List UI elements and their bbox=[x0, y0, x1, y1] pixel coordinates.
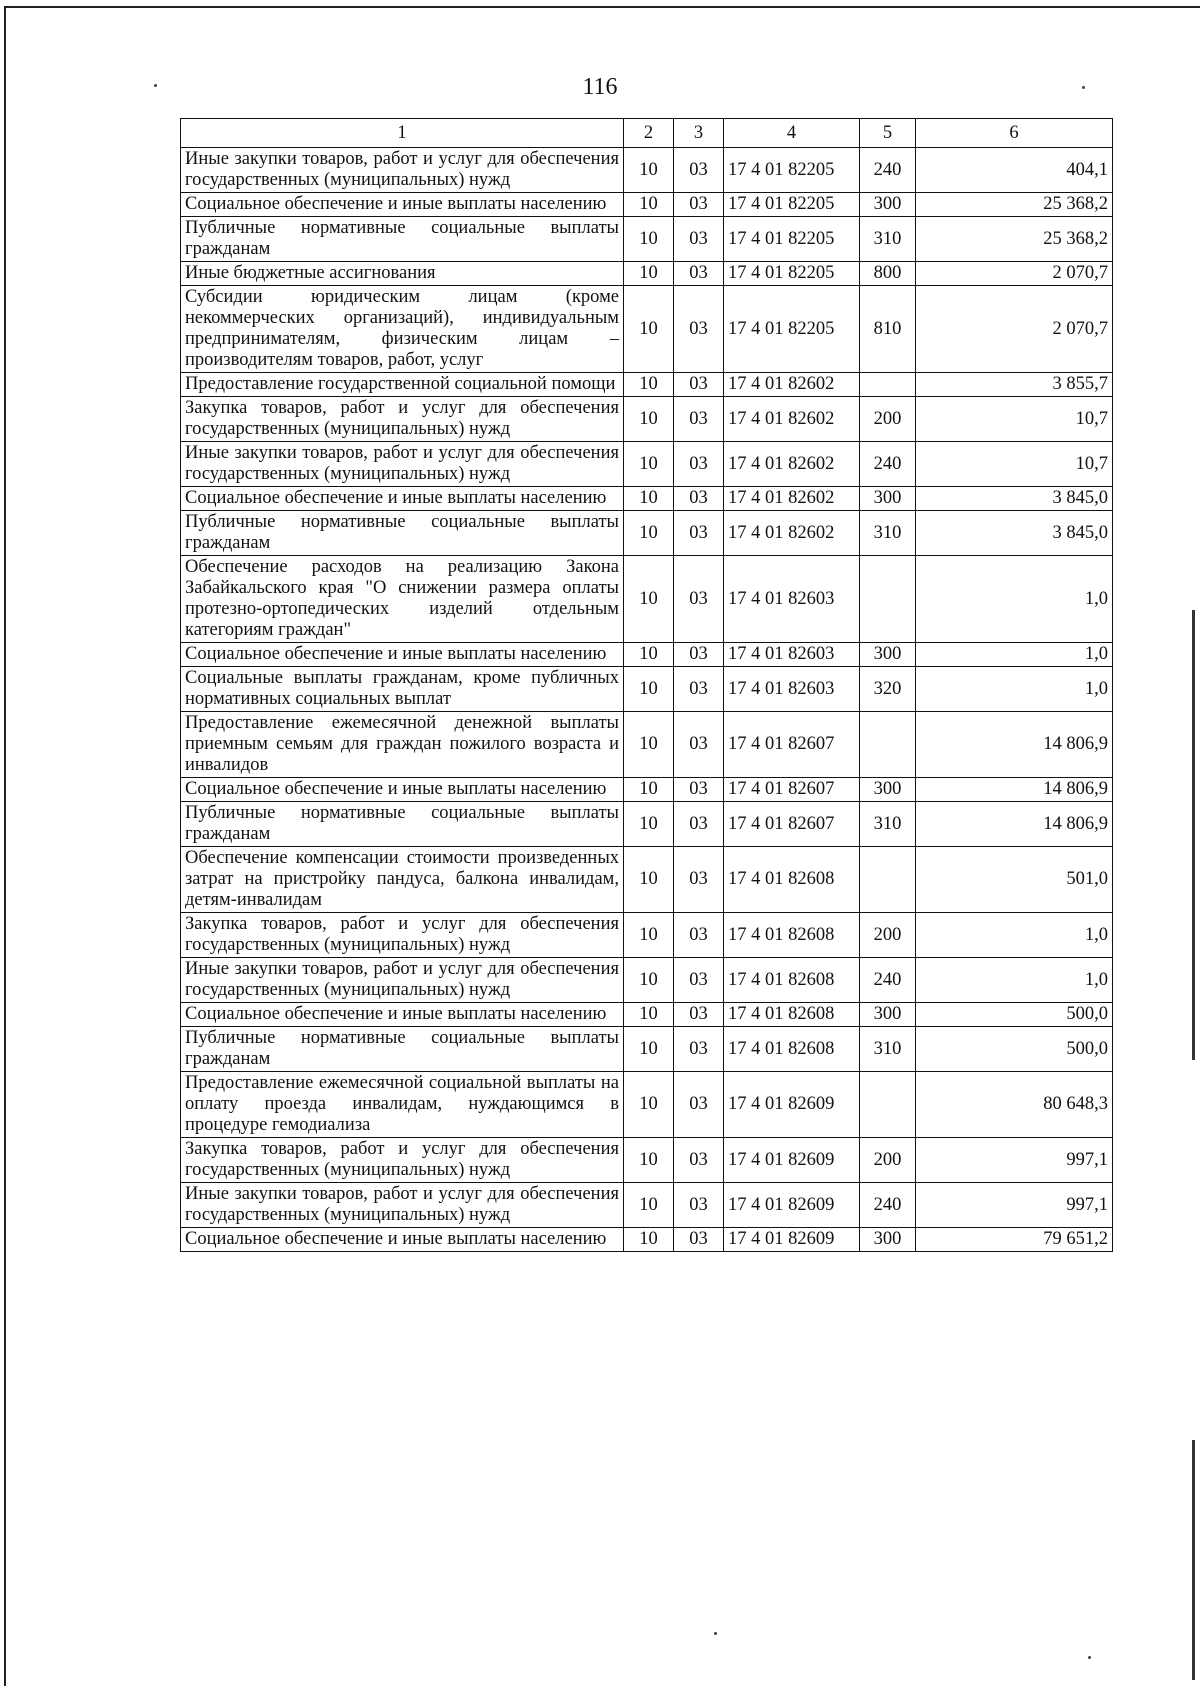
table-row bbox=[181, 913, 1113, 958]
target-article-cell: 17 4 01 82607 bbox=[724, 712, 860, 778]
table-row bbox=[181, 712, 1113, 778]
expense-name-cell: Публичные нормативные социальные выплаты гражданам bbox=[181, 1027, 624, 1072]
table-row bbox=[181, 511, 1113, 556]
section-code-cell: 10 bbox=[624, 1027, 674, 1072]
table-row bbox=[181, 262, 1113, 286]
table-row bbox=[181, 487, 1113, 511]
amount-cell: 3 845,0 bbox=[916, 511, 1113, 556]
amount-cell: 25 368,2 bbox=[916, 217, 1113, 262]
amount-cell: 1,0 bbox=[916, 643, 1113, 667]
target-article-cell: 17 4 01 82607 bbox=[724, 802, 860, 847]
expense-type-cell bbox=[860, 373, 916, 397]
amount-cell: 79 651,2 bbox=[916, 1228, 1113, 1252]
section-code-cell: 10 bbox=[624, 712, 674, 778]
section-code-cell: 10 bbox=[624, 847, 674, 913]
expense-name-cell: Социальные выплаты гражданам, кроме публичных нормативных социальных выплат bbox=[181, 667, 624, 712]
amount-cell: 2 070,7 bbox=[916, 262, 1113, 286]
section-code-cell: 10 bbox=[624, 1003, 674, 1027]
target-article-cell: 17 4 01 82608 bbox=[724, 847, 860, 913]
section-code-cell: 10 bbox=[624, 667, 674, 712]
table-row bbox=[181, 397, 1113, 442]
subsection-code-cell: 03 bbox=[674, 958, 724, 1003]
expense-type-cell bbox=[860, 1072, 916, 1138]
expense-name-cell: Социальное обеспечение и иные выплаты населению bbox=[181, 1003, 624, 1027]
target-article-cell: 17 4 01 82205 bbox=[724, 262, 860, 286]
subsection-code-cell: 03 bbox=[674, 847, 724, 913]
section-code-cell: 10 bbox=[624, 1072, 674, 1138]
target-article-cell: 17 4 01 82603 bbox=[724, 643, 860, 667]
table-row bbox=[181, 643, 1113, 667]
section-code-cell: 10 bbox=[624, 511, 674, 556]
table-row bbox=[181, 667, 1113, 712]
target-article-cell: 17 4 01 82602 bbox=[724, 442, 860, 487]
column-header: 4 bbox=[724, 119, 860, 148]
subsection-code-cell: 03 bbox=[674, 373, 724, 397]
expense-type-cell: 310 bbox=[860, 217, 916, 262]
target-article-cell: 17 4 01 82608 bbox=[724, 913, 860, 958]
expense-name-cell: Социальное обеспечение и иные выплаты населению bbox=[181, 193, 624, 217]
section-code-cell: 10 bbox=[624, 286, 674, 373]
subsection-code-cell: 03 bbox=[674, 442, 724, 487]
subsection-code-cell: 03 bbox=[674, 217, 724, 262]
expense-type-cell: 200 bbox=[860, 913, 916, 958]
expense-type-cell: 300 bbox=[860, 778, 916, 802]
subsection-code-cell: 03 bbox=[674, 148, 724, 193]
section-code-cell: 10 bbox=[624, 148, 674, 193]
expense-type-cell: 240 bbox=[860, 1183, 916, 1228]
expense-name-cell: Закупка товаров, работ и услуг для обеспечения государственных (муниципальных) нужд bbox=[181, 1138, 624, 1183]
column-header: 5 bbox=[860, 119, 916, 148]
target-article-cell: 17 4 01 82205 bbox=[724, 193, 860, 217]
target-article-cell: 17 4 01 82608 bbox=[724, 1027, 860, 1072]
amount-cell: 3 855,7 bbox=[916, 373, 1113, 397]
table-row bbox=[181, 442, 1113, 487]
expense-name-cell: Публичные нормативные социальные выплаты гражданам bbox=[181, 802, 624, 847]
table-row bbox=[181, 373, 1113, 397]
target-article-cell: 17 4 01 82602 bbox=[724, 397, 860, 442]
section-code-cell: 10 bbox=[624, 1138, 674, 1183]
expense-type-cell: 310 bbox=[860, 802, 916, 847]
table-row bbox=[181, 217, 1113, 262]
subsection-code-cell: 03 bbox=[674, 1072, 724, 1138]
expense-name-cell: Обеспечение компенсации стоимости произведенных затрат на пристройку пандуса, балкона инвалидам, детям-инвалидам bbox=[181, 847, 624, 913]
expense-name-cell: Иные закупки товаров, работ и услуг для обеспечения государственных (муниципальных) нужд bbox=[181, 442, 624, 487]
expense-type-cell: 300 bbox=[860, 1228, 916, 1252]
table-row bbox=[181, 1228, 1113, 1252]
table-body bbox=[181, 148, 1113, 1252]
expense-type-cell: 300 bbox=[860, 193, 916, 217]
expense-type-cell: 200 bbox=[860, 397, 916, 442]
amount-cell: 997,1 bbox=[916, 1183, 1113, 1228]
subsection-code-cell: 03 bbox=[674, 286, 724, 373]
table-row bbox=[181, 1027, 1113, 1072]
amount-cell: 14 806,9 bbox=[916, 802, 1113, 847]
subsection-code-cell: 03 bbox=[674, 643, 724, 667]
table-row bbox=[181, 1138, 1113, 1183]
amount-cell: 500,0 bbox=[916, 1003, 1113, 1027]
expense-name-cell: Предоставление ежемесячной социальной выплаты на оплату проезда инвалидам, нуждающимся в процедуре гемодиализа bbox=[181, 1072, 624, 1138]
expense-name-cell: Социальное обеспечение и иные выплаты населению bbox=[181, 487, 624, 511]
subsection-code-cell: 03 bbox=[674, 802, 724, 847]
target-article-cell: 17 4 01 82609 bbox=[724, 1072, 860, 1138]
expense-type-cell: 310 bbox=[860, 1027, 916, 1072]
subsection-code-cell: 03 bbox=[674, 262, 724, 286]
expense-type-cell: 300 bbox=[860, 487, 916, 511]
amount-cell: 80 648,3 bbox=[916, 1072, 1113, 1138]
target-article-cell: 17 4 01 82609 bbox=[724, 1138, 860, 1183]
subsection-code-cell: 03 bbox=[674, 778, 724, 802]
subsection-code-cell: 03 bbox=[674, 712, 724, 778]
subsection-code-cell: 03 bbox=[674, 1183, 724, 1228]
expense-type-cell bbox=[860, 847, 916, 913]
table-row bbox=[181, 286, 1113, 373]
subsection-code-cell: 03 bbox=[674, 1027, 724, 1072]
subsection-code-cell: 03 bbox=[674, 511, 724, 556]
expense-type-cell: 240 bbox=[860, 148, 916, 193]
section-code-cell: 10 bbox=[624, 397, 674, 442]
section-code-cell: 10 bbox=[624, 262, 674, 286]
amount-cell: 25 368,2 bbox=[916, 193, 1113, 217]
target-article-cell: 17 4 01 82205 bbox=[724, 217, 860, 262]
expense-type-cell: 300 bbox=[860, 643, 916, 667]
table-row bbox=[181, 1003, 1113, 1027]
expense-name-cell: Социальное обеспечение и иные выплаты населению bbox=[181, 778, 624, 802]
target-article-cell: 17 4 01 82602 bbox=[724, 487, 860, 511]
expense-name-cell: Предоставление ежемесячной денежной выплаты приемным семьям для граждан пожилого возраста и инвалидов bbox=[181, 712, 624, 778]
expense-name-cell: Субсидии юридическим лицам (кроме некоммерческих организаций), индивидуальным предпринимателям, физическим лицам – производителям товаров, работ, услуг bbox=[181, 286, 624, 373]
expense-type-cell: 310 bbox=[860, 511, 916, 556]
expense-name-cell: Иные закупки товаров, работ и услуг для обеспечения государственных (муниципальных) нужд bbox=[181, 148, 624, 193]
amount-cell: 501,0 bbox=[916, 847, 1113, 913]
target-article-cell: 17 4 01 82603 bbox=[724, 667, 860, 712]
target-article-cell: 17 4 01 82603 bbox=[724, 556, 860, 643]
column-header: 1 bbox=[181, 119, 624, 148]
amount-cell: 1,0 bbox=[916, 667, 1113, 712]
target-article-cell: 17 4 01 82609 bbox=[724, 1183, 860, 1228]
expense-type-cell: 320 bbox=[860, 667, 916, 712]
table-header-row bbox=[181, 119, 1113, 148]
expense-name-cell: Закупка товаров, работ и услуг для обеспечения государственных (муниципальных) нужд bbox=[181, 397, 624, 442]
section-code-cell: 10 bbox=[624, 913, 674, 958]
section-code-cell: 10 bbox=[624, 802, 674, 847]
subsection-code-cell: 03 bbox=[674, 487, 724, 511]
expense-name-cell: Социальное обеспечение и иные выплаты населению bbox=[181, 643, 624, 667]
table-row bbox=[181, 1183, 1113, 1228]
subsection-code-cell: 03 bbox=[674, 913, 724, 958]
amount-cell: 404,1 bbox=[916, 148, 1113, 193]
table-row bbox=[181, 1072, 1113, 1138]
expense-name-cell: Социальное обеспечение и иные выплаты населению bbox=[181, 1228, 624, 1252]
expense-name-cell: Публичные нормативные социальные выплаты гражданам bbox=[181, 511, 624, 556]
column-header: 2 bbox=[624, 119, 674, 148]
expense-name-cell: Предоставление государственной социальной помощи bbox=[181, 373, 624, 397]
scan-speck bbox=[714, 1632, 717, 1635]
section-code-cell: 10 bbox=[624, 1228, 674, 1252]
subsection-code-cell: 03 bbox=[674, 556, 724, 643]
amount-cell: 2 070,7 bbox=[916, 286, 1113, 373]
section-code-cell: 10 bbox=[624, 1183, 674, 1228]
subsection-code-cell: 03 bbox=[674, 1228, 724, 1252]
column-header: 3 bbox=[674, 119, 724, 148]
expense-type-cell: 240 bbox=[860, 442, 916, 487]
expense-type-cell: 240 bbox=[860, 958, 916, 1003]
table-row bbox=[181, 778, 1113, 802]
section-code-cell: 10 bbox=[624, 556, 674, 643]
amount-cell: 3 845,0 bbox=[916, 487, 1113, 511]
table-row bbox=[181, 148, 1113, 193]
amount-cell: 14 806,9 bbox=[916, 778, 1113, 802]
table-row bbox=[181, 193, 1113, 217]
scan-edge-mark bbox=[1192, 1440, 1195, 1680]
subsection-code-cell: 03 bbox=[674, 1138, 724, 1183]
target-article-cell: 17 4 01 82608 bbox=[724, 958, 860, 1003]
section-code-cell: 10 bbox=[624, 778, 674, 802]
expense-type-cell: 800 bbox=[860, 262, 916, 286]
subsection-code-cell: 03 bbox=[674, 1003, 724, 1027]
amount-cell: 997,1 bbox=[916, 1138, 1113, 1183]
target-article-cell: 17 4 01 82607 bbox=[724, 778, 860, 802]
section-code-cell: 10 bbox=[624, 217, 674, 262]
amount-cell: 1,0 bbox=[916, 958, 1113, 1003]
amount-cell: 500,0 bbox=[916, 1027, 1113, 1072]
table-row bbox=[181, 556, 1113, 643]
subsection-code-cell: 03 bbox=[674, 193, 724, 217]
expense-type-cell: 810 bbox=[860, 286, 916, 373]
column-header: 6 bbox=[916, 119, 1113, 148]
expense-type-cell bbox=[860, 556, 916, 643]
expense-name-cell: Закупка товаров, работ и услуг для обеспечения государственных (муниципальных) нужд bbox=[181, 913, 624, 958]
expense-name-cell: Иные закупки товаров, работ и услуг для обеспечения государственных (муниципальных) нужд bbox=[181, 1183, 624, 1228]
section-code-cell: 10 bbox=[624, 442, 674, 487]
page-number: 116 bbox=[582, 74, 618, 100]
table-row bbox=[181, 958, 1113, 1003]
amount-cell: 1,0 bbox=[916, 556, 1113, 643]
amount-cell: 10,7 bbox=[916, 442, 1113, 487]
amount-cell: 14 806,9 bbox=[916, 712, 1113, 778]
scan-speck bbox=[1088, 1656, 1091, 1659]
section-code-cell: 10 bbox=[624, 487, 674, 511]
scan-edge-mark bbox=[1192, 610, 1195, 1060]
table-row bbox=[181, 847, 1113, 913]
expense-name-cell: Иные закупки товаров, работ и услуг для обеспечения государственных (муниципальных) нужд bbox=[181, 958, 624, 1003]
table-row bbox=[181, 802, 1113, 847]
amount-cell: 1,0 bbox=[916, 913, 1113, 958]
section-code-cell: 10 bbox=[624, 643, 674, 667]
target-article-cell: 17 4 01 82205 bbox=[724, 286, 860, 373]
budget-table bbox=[180, 118, 1113, 1252]
section-code-cell: 10 bbox=[624, 193, 674, 217]
expense-name-cell: Публичные нормативные социальные выплаты гражданам bbox=[181, 217, 624, 262]
expense-name-cell: Обеспечение расходов на реализацию Закона Забайкальского края "О снижении размера оплаты протезно-ортопедических изделий отдельным категориям граждан" bbox=[181, 556, 624, 643]
expense-name-cell: Иные бюджетные ассигнования bbox=[181, 262, 624, 286]
subsection-code-cell: 03 bbox=[674, 667, 724, 712]
target-article-cell: 17 4 01 82609 bbox=[724, 1228, 860, 1252]
amount-cell: 10,7 bbox=[916, 397, 1113, 442]
subsection-code-cell: 03 bbox=[674, 397, 724, 442]
target-article-cell: 17 4 01 82608 bbox=[724, 1003, 860, 1027]
section-code-cell: 10 bbox=[624, 373, 674, 397]
expense-type-cell: 300 bbox=[860, 1003, 916, 1027]
expense-type-cell bbox=[860, 712, 916, 778]
expense-type-cell: 200 bbox=[860, 1138, 916, 1183]
section-code-cell: 10 bbox=[624, 958, 674, 1003]
target-article-cell: 17 4 01 82602 bbox=[724, 511, 860, 556]
target-article-cell: 17 4 01 82205 bbox=[724, 148, 860, 193]
target-article-cell: 17 4 01 82602 bbox=[724, 373, 860, 397]
